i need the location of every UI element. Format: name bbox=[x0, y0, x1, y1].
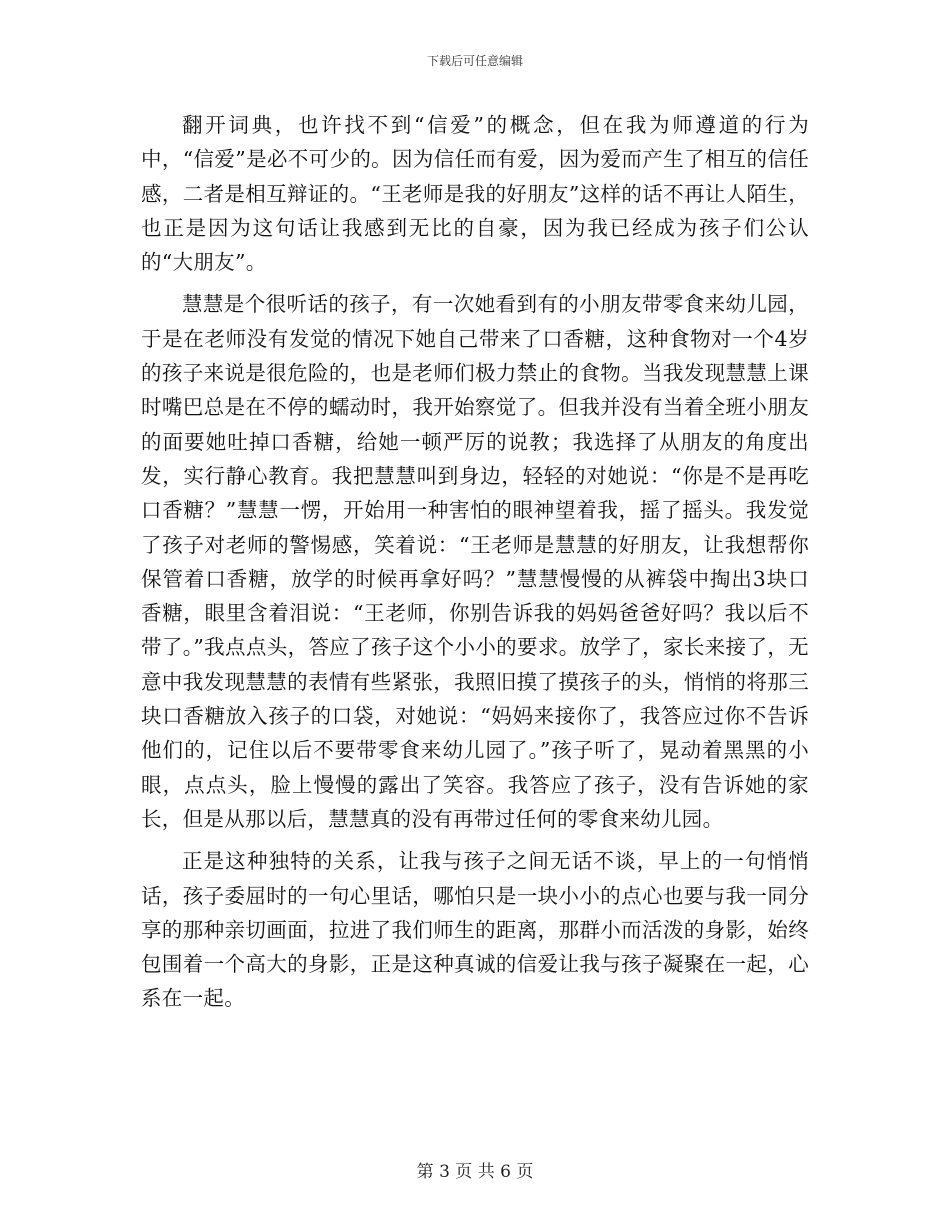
paragraph-2: 慧慧是个很听话的孩子，有一次她看到有的小朋友带零食来幼儿园，于是在老师没有发觉的情况下她自己带来了口香糖，这种食物对一个4岁的孩子来说是很危险的，也是老师们极力禁止的食物。当我发现慧慧上课时嘴巴总是在不停的蠕动时，我开始察觉了。但我并没有当着全班小朋友的面要她吐掉口香糖，给她一顿严厉的说教；我选择了从朋友的角度出发，实行静心教育。我把慧慧叫到身边，轻轻的对她说：“你是不是再吃口香糖？”慧慧一愣，开始用一种害怕的眼神望着我，摇了摇头。我发觉了孩子对老师的警惕感，笑着说：“王老师是慧慧的好朋友，让我想帮你保管着口香糖，放学的时候再拿好吗？”慧慧慢慢的从裤袋中掏出3块口香糖，眼里含着泪说：“王老师，你别告诉我的妈妈爸爸好吗？我以后不带了。”我点点头，答应了孩子这个小小的要求。放学了，家长来接了，无意中我发现慧慧的表情有些紧张，我照旧摸了摸孩子的头，悄悄的将那三块口香糖放入孩子的口袋，对她说：“妈妈来接你了，我答应过你不告诉他们的，记住以后不要带零食来幼儿园了。”孩子听了，晃动着黑黑的小眼，点点头，脸上慢慢的露出了笑容。我答应了孩子，没有告诉她的家长，但是从那以后，慧慧真的没有再带过任何的零食来幼儿园。 bbox=[141, 292, 809, 831]
paragraph-1: 翻开词典，也许找不到“信爱”的概念，但在我为师遵道的行为中，“信爱”是必不可少的。因为信任而有爱，因为爱而产生了相互的信任感，二者是相互辩证的。“王老师是我的好朋友”这样的话不再让人陌生，也正是因为这句话让我感到无比的自豪，因为我已经成为孩子们公认的“大朋友”。 bbox=[141, 113, 809, 275]
body-text bbox=[141, 108, 809, 1024]
page-footer: 第 3 页 共 6 页 bbox=[416, 1162, 534, 1182]
page-header: 下载后可任意编辑 bbox=[426, 54, 523, 68]
paragraph-3: 正是这种独特的关系，让我与孩子之间无话不谈，早上的一句悄悄话，孩子委屈时的一句心里话，哪怕只是一块小小的点心也要与我一同分享的那种亲切画面，拉进了我们师生的距离，那群小而活泼的身影，始终包围着一个高大的身影，正是这种真诚的信爱让我与孩子凝聚在一起，心系在一起。 bbox=[141, 849, 809, 1011]
